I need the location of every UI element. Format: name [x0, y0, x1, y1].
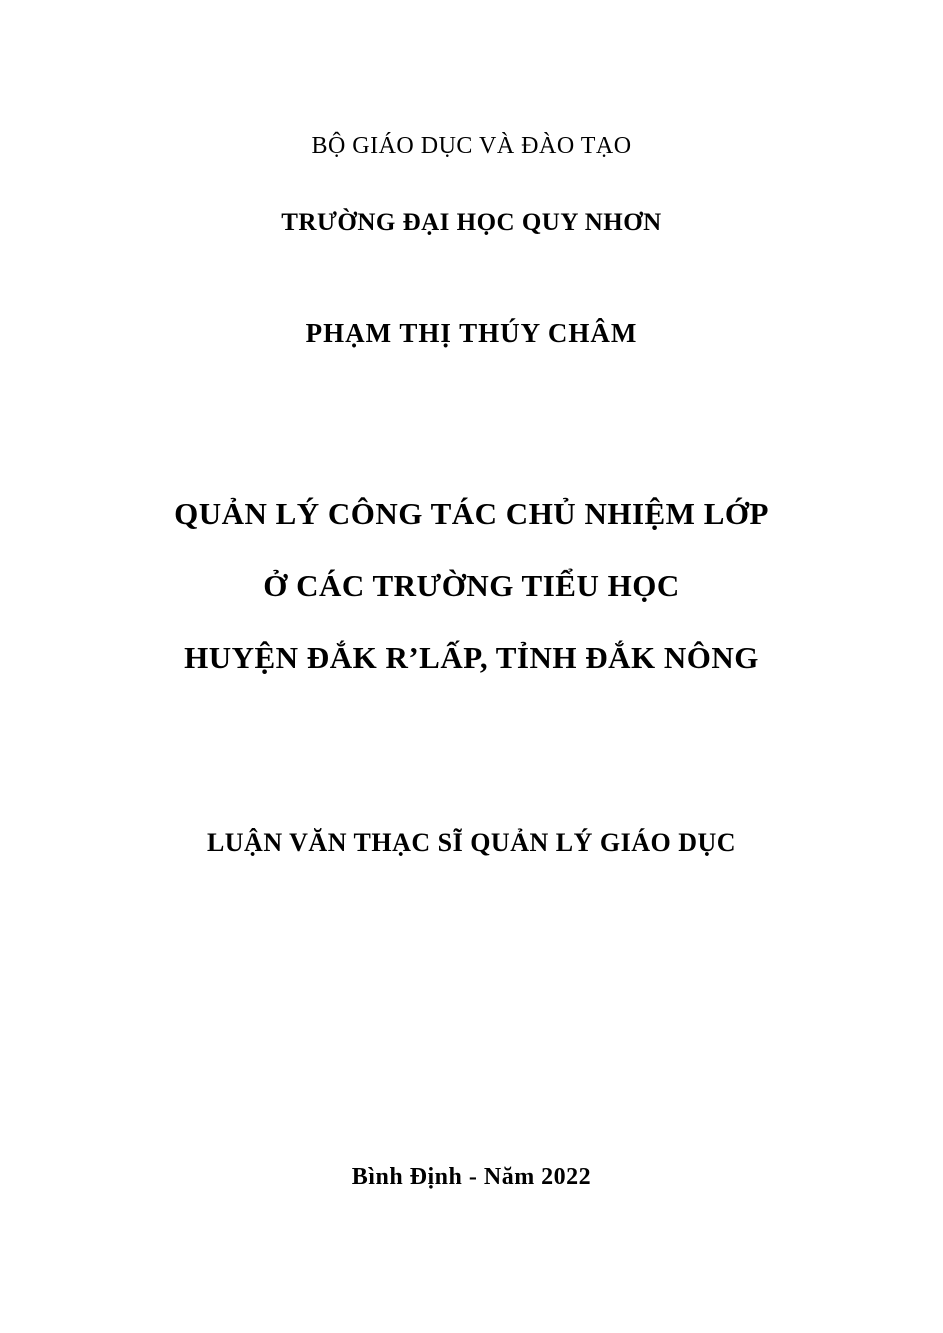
thesis-title-line-1: QUẢN LÝ CÔNG TÁC CHỦ NHIỆM LỚP — [174, 496, 769, 531]
thesis-title-line-3: HUYỆN ĐẮK R’LẤP, TỈNH ĐẮK NÔNG — [184, 640, 759, 675]
author-name: PHẠM THỊ THÚY CHÂM — [305, 318, 638, 348]
thesis-type-line: LUẬN VĂN THẠC SĨ QUẢN LÝ GIÁO DỤC — [206, 828, 737, 857]
place-year-line: Bình Định - Năm 2022 — [351, 1164, 592, 1190]
university-line: TRƯỜNG ĐẠI HỌC QUY NHƠN — [281, 209, 662, 236]
ministry-line: BỘ GIÁO DỤC VÀ ĐÀO TẠO — [311, 133, 632, 159]
thesis-title-line-2: Ở CÁC TRƯỜNG TIỂU HỌC — [263, 568, 680, 603]
